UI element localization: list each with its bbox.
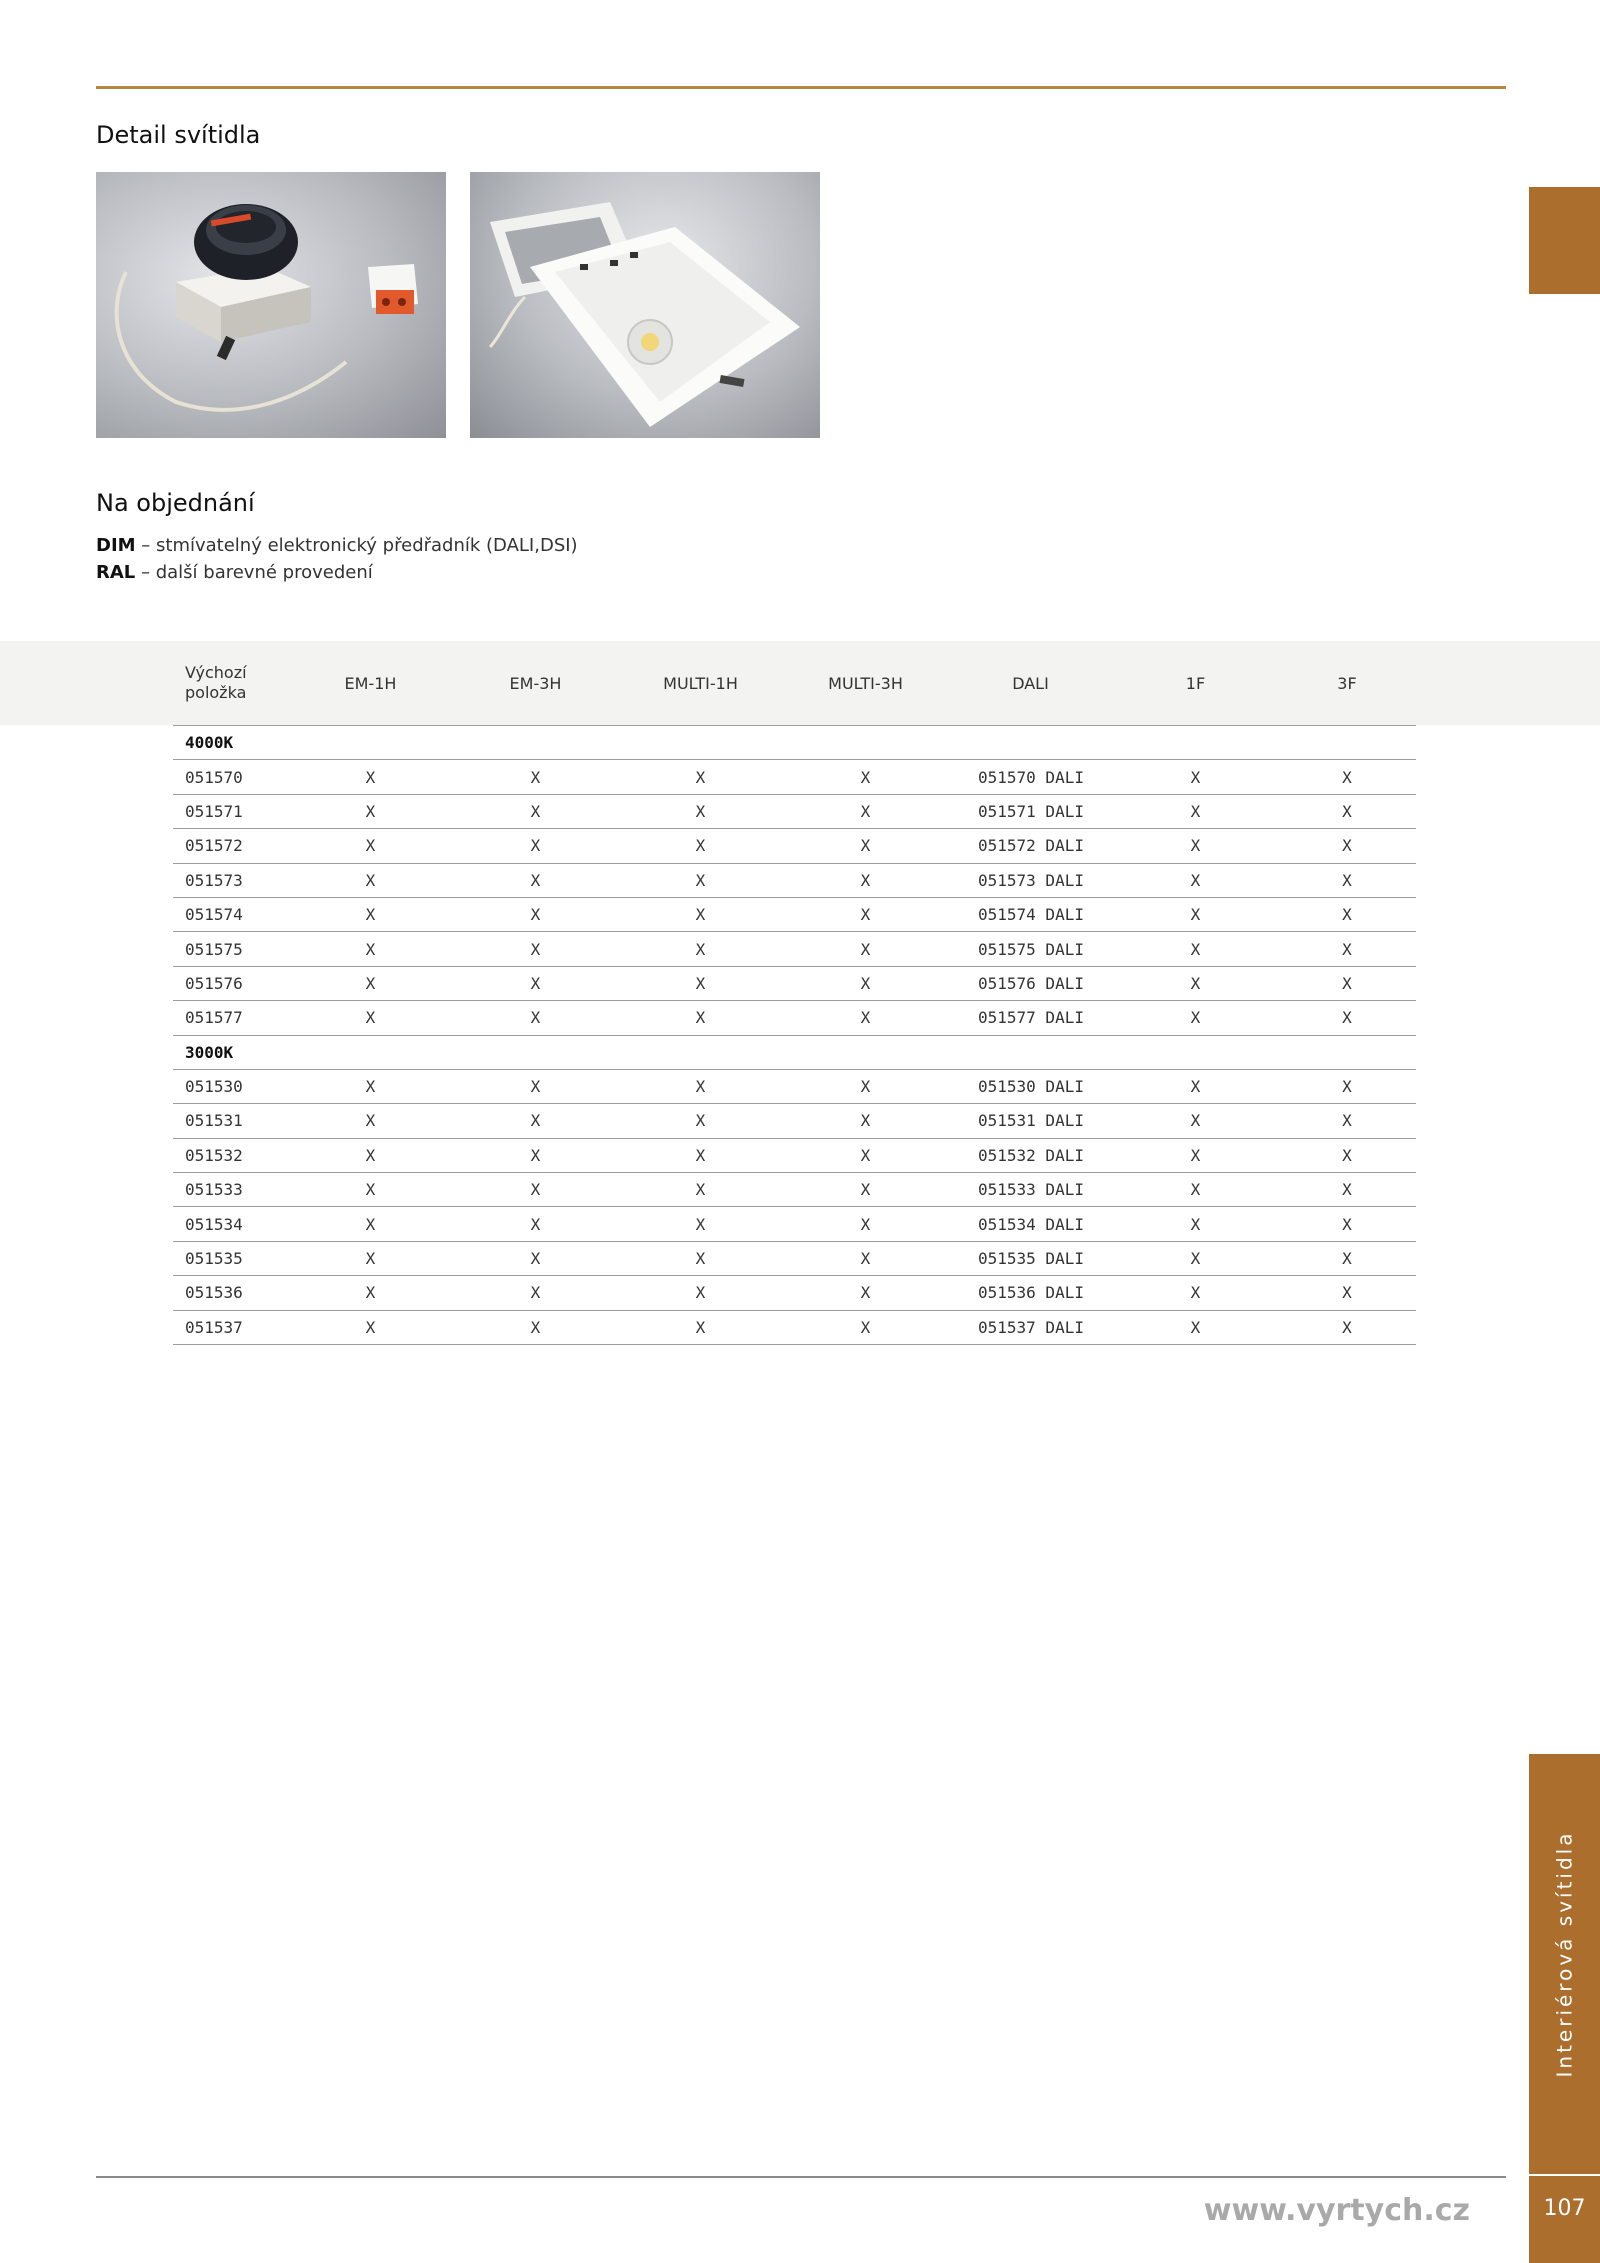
column-header: DALI [948,641,1113,726]
table-row [173,897,1416,931]
option-cell: X [1278,829,1416,863]
option-cell: X [1113,1310,1278,1344]
option-cell: X [618,829,783,863]
option-cell: X [783,1138,948,1172]
table-row [173,1001,1416,1035]
option-cell: X [1113,932,1278,966]
option-cell: X [618,932,783,966]
table-row [173,1138,1416,1172]
table-row [173,760,1416,794]
option-cell: X [1278,1104,1416,1138]
option-cell: X [618,863,783,897]
note-ral-key: RAL [96,562,136,583]
table-row [173,794,1416,828]
option-cell: X [453,1069,618,1103]
variants-table [173,641,1416,1345]
option-cell: X [1113,897,1278,931]
option-cell: X [1113,1138,1278,1172]
option-cell: X [618,794,783,828]
option-cell: X [1113,966,1278,1000]
dali-code-cell: 051531 DALI [948,1104,1113,1138]
option-cell: X [618,760,783,794]
option-cell: X [783,897,948,931]
dali-code-cell: 051537 DALI [948,1310,1113,1344]
table-row [173,1310,1416,1344]
option-cell: X [1113,760,1278,794]
option-cell: X [288,1138,453,1172]
item-code-cell: 051573 [173,863,288,897]
option-cell: X [1278,794,1416,828]
option-cell: X [783,932,948,966]
table-row [173,1069,1416,1103]
option-cell: X [288,1069,453,1103]
option-cell: X [783,760,948,794]
option-cell: X [1278,1207,1416,1241]
option-cell: X [288,794,453,828]
column-header: EM-1H [288,641,453,726]
luminaire-photo-square-frame [470,172,820,438]
item-code-cell: 051576 [173,966,288,1000]
option-cell: X [1113,1276,1278,1310]
option-cell: X [288,1276,453,1310]
option-cell: X [1278,1241,1416,1275]
section-tab-label-wrap [1529,1754,1600,2154]
dali-code-cell: 051574 DALI [948,897,1113,931]
luminaire-heatsink-illustration [96,172,446,438]
table-row [173,1241,1416,1275]
option-cell: X [1113,1069,1278,1103]
option-cell: X [288,932,453,966]
item-code-cell: 051536 [173,1276,288,1310]
section-tab-marker [1529,187,1600,294]
option-cell: X [1278,1138,1416,1172]
option-cell: X [453,1001,618,1035]
section-tab-label: Interiérová svítidla [1552,1830,1577,2078]
option-cell: X [453,897,618,931]
table-row [173,863,1416,897]
option-cell: X [783,1001,948,1035]
option-cell: X [453,1207,618,1241]
option-cell: X [783,1104,948,1138]
option-cell: X [288,829,453,863]
option-cell: X [453,760,618,794]
option-cell: X [618,966,783,1000]
table-row [173,1276,1416,1310]
option-cell: X [1278,1276,1416,1310]
table-header-row [173,641,1416,726]
option-cell: X [288,1001,453,1035]
dali-code-cell: 051534 DALI [948,1207,1113,1241]
item-code-cell: 051530 [173,1069,288,1103]
note-ral-text: – další barevné provedení [135,562,373,583]
luminaire-photo-heatsink [96,172,446,438]
option-cell: X [1278,863,1416,897]
option-cell: X [453,1173,618,1207]
option-cell: X [288,897,453,931]
option-cell: X [783,1069,948,1103]
dali-code-cell: 051533 DALI [948,1173,1113,1207]
option-cell: X [1113,1241,1278,1275]
option-cell: X [1113,1207,1278,1241]
order-heading: Na objednání [96,489,255,517]
note-ral [96,559,578,586]
option-cell: X [783,1173,948,1207]
detail-heading: Detail svítidla [96,121,261,149]
item-code-cell: 051572 [173,829,288,863]
option-cell: X [288,966,453,1000]
item-code-cell: 051570 [173,760,288,794]
option-cell: X [453,794,618,828]
option-cell: X [453,863,618,897]
option-cell: X [618,1276,783,1310]
option-cell: X [453,1310,618,1344]
column-header: MULTI-3H [783,641,948,726]
option-cell: X [453,1104,618,1138]
option-cell: X [783,1276,948,1310]
item-code-cell: 051577 [173,1001,288,1035]
table-row [173,966,1416,1000]
option-cell: X [1113,794,1278,828]
option-cell: X [1278,966,1416,1000]
table-row [173,1207,1416,1241]
option-cell: X [783,1310,948,1344]
option-cell: X [1278,1173,1416,1207]
option-cell: X [288,1310,453,1344]
option-cell: X [1278,760,1416,794]
note-dim [96,532,578,559]
dali-code-cell: 051530 DALI [948,1069,1113,1103]
option-cell: X [783,794,948,828]
page-number: 107 [1543,2196,1586,2221]
option-cell: X [783,863,948,897]
option-cell: X [1278,897,1416,931]
option-cell: X [618,1001,783,1035]
dali-code-cell: 051571 DALI [948,794,1113,828]
column-header: MULTI-1H [618,641,783,726]
dali-code-cell: 051532 DALI [948,1138,1113,1172]
dali-code-cell: 051570 DALI [948,760,1113,794]
item-code-cell: 051533 [173,1173,288,1207]
table-row [173,1173,1416,1207]
item-code-cell: 051574 [173,897,288,931]
option-cell: X [783,1241,948,1275]
footer-divider [96,2176,1506,2178]
option-cell: X [1278,1069,1416,1103]
dali-code-cell: 051576 DALI [948,966,1113,1000]
dali-code-cell: 051573 DALI [948,863,1113,897]
table-group-row [173,726,1416,760]
column-header-base-item [173,641,288,726]
option-cell: X [618,897,783,931]
option-cell: X [618,1241,783,1275]
option-cell: X [288,1173,453,1207]
top-divider [96,86,1506,89]
group-label: 3000K [173,1035,1416,1069]
table-body [173,726,1416,1345]
group-label: 4000K [173,726,1416,760]
option-cell: X [783,829,948,863]
option-cell: X [1278,932,1416,966]
item-code-cell: 051535 [173,1241,288,1275]
website-link[interactable]: www.vyrtych.cz [1203,2193,1470,2228]
order-notes [96,532,578,586]
option-cell: X [453,966,618,1000]
note-dim-key: DIM [96,535,136,556]
item-code-cell: 051571 [173,794,288,828]
table-group-row [173,1035,1416,1069]
option-cell: X [1278,1310,1416,1344]
item-code-cell: 051575 [173,932,288,966]
item-code-cell: 051532 [173,1138,288,1172]
option-cell: X [288,1241,453,1275]
option-cell: X [1113,1104,1278,1138]
option-cell: X [453,1138,618,1172]
option-cell: X [453,932,618,966]
option-cell: X [453,1241,618,1275]
column-header: 1F [1113,641,1278,726]
option-cell: X [288,1207,453,1241]
option-cell: X [618,1104,783,1138]
option-cell: X [1113,829,1278,863]
option-cell: X [288,760,453,794]
item-code-cell: 051537 [173,1310,288,1344]
luminaire-square-frame-illustration [470,172,820,438]
item-code-cell: 051534 [173,1207,288,1241]
dali-code-cell: 051575 DALI [948,932,1113,966]
table-row [173,1104,1416,1138]
option-cell: X [618,1173,783,1207]
option-cell: X [1278,1001,1416,1035]
option-cell: X [453,829,618,863]
dali-code-cell: 051577 DALI [948,1001,1113,1035]
column-header-base-line1: Výchozí [185,663,247,682]
note-dim-text: – stmívatelný elektronický předřadník (DALI,DSI) [135,535,578,556]
option-cell: X [783,1207,948,1241]
column-header: 3F [1278,641,1416,726]
item-code-cell: 051531 [173,1104,288,1138]
option-cell: X [618,1069,783,1103]
option-cell: X [618,1310,783,1344]
option-cell: X [618,1207,783,1241]
table-row [173,932,1416,966]
dali-code-cell: 051572 DALI [948,829,1113,863]
column-header-base-line2: položka [185,683,247,702]
option-cell: X [783,966,948,1000]
dali-code-cell: 051536 DALI [948,1276,1113,1310]
option-cell: X [1113,1001,1278,1035]
option-cell: X [288,1104,453,1138]
option-cell: X [1113,1173,1278,1207]
dali-code-cell: 051535 DALI [948,1241,1113,1275]
table-row [173,829,1416,863]
option-cell: X [1113,863,1278,897]
option-cell: X [453,1276,618,1310]
column-header: EM-3H [453,641,618,726]
option-cell: X [618,1138,783,1172]
option-cell: X [288,863,453,897]
